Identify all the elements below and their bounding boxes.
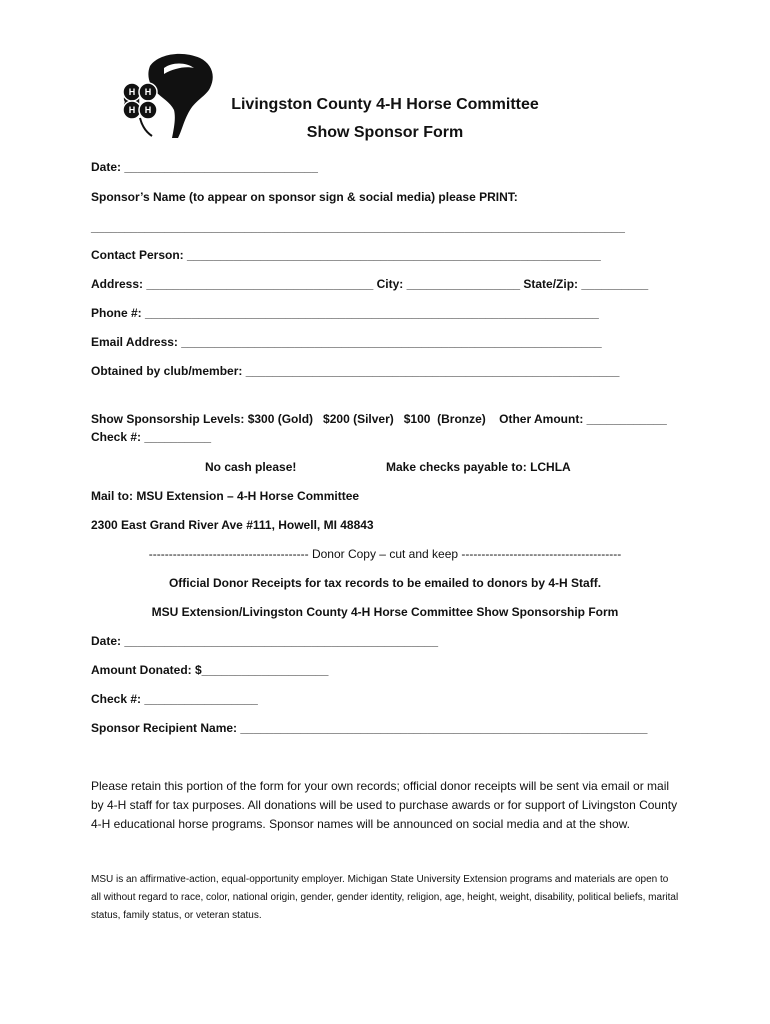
donor-date-field[interactable]: Date: _______________________________________________ bbox=[91, 634, 439, 648]
form-subtitle: Show Sponsor Form bbox=[306, 124, 464, 141]
email-field[interactable]: Email Address: _______________________________________________________________ bbox=[91, 335, 602, 349]
sponsor-name-label: Sponsor’s Name (to appear on sponsor sign & social media) please PRINT: bbox=[91, 190, 518, 204]
obtained-by-field[interactable]: Obtained by club/member: ________________________________________________________ bbox=[91, 364, 620, 378]
svg-text:H: H bbox=[144, 87, 152, 97]
contact-person-field[interactable]: Contact Person: ______________________________________________________________ bbox=[91, 248, 601, 262]
donor-form-title: MSU Extension/Livingston County 4-H Horse Committee Show Sponsorship Form bbox=[151, 605, 619, 619]
mail-to: Mail to: MSU Extension – 4-H Horse Committee bbox=[91, 489, 360, 503]
sponsorship-levels[interactable]: Show Sponsorship Levels: $300 (Gold) $200 (Silver) $100 (Bronze) Other Amount: ____________ bbox=[91, 412, 667, 426]
retain-paragraph: Please retain this portion of the form for your own records; official donor receipts will be sent via email or mail by 4-H staff for tax purposes. All donations will be used to purchase awards or for support of Livingston County 4-H educational horse programs. Sponsor names will be announced on social media and at the show. bbox=[91, 779, 678, 831]
donor-check-field[interactable]: Check #: _________________ bbox=[91, 692, 258, 706]
msu-disclaimer: MSU is an affirmative-action, equal-opportunity employer. Michigan State University Extension programs and materials are open to all without regard to race, color, national origin, gender, gender identity, religion, age, height, weight, disability, political beliefs, marital status, family status, or veteran status. bbox=[91, 874, 679, 921]
mailing-address: 2300 East Grand River Ave #111, Howell, MI 48843 bbox=[91, 518, 374, 532]
no-cash-note: No cash please! bbox=[205, 460, 297, 474]
receipts-note: Official Donor Receipts for tax records to be emailed to donors by 4-H Staff. bbox=[168, 576, 602, 590]
sponsor-recipient-field[interactable]: Sponsor Recipient Name: _____________________________________________________________ bbox=[91, 721, 648, 735]
sponsor-name-field[interactable]: ________________________________________________________________________________ bbox=[91, 220, 625, 234]
svg-text:H: H bbox=[144, 105, 152, 115]
check-number-field[interactable]: Check #: __________ bbox=[91, 430, 212, 444]
amount-donated-field[interactable]: Amount Donated: $___________________ bbox=[91, 663, 329, 677]
svg-text:H: H bbox=[128, 87, 136, 97]
svg-text:H: H bbox=[128, 105, 136, 115]
address-field[interactable]: Address: __________________________________ City: _________________ State/Zip: __________ bbox=[91, 277, 649, 291]
form-title: Livingston County 4-H Horse Committee bbox=[231, 96, 539, 113]
payable-note: Make checks payable to: LCHLA bbox=[386, 460, 571, 474]
phone-field[interactable]: Phone #: ____________________________________________________________________ bbox=[91, 306, 599, 320]
donor-copy-divider: ---------------------------------------- Donor Copy – cut and keep ---------------------------------------- bbox=[148, 547, 622, 561]
date-field[interactable]: Date: _____________________________ bbox=[91, 160, 318, 174]
